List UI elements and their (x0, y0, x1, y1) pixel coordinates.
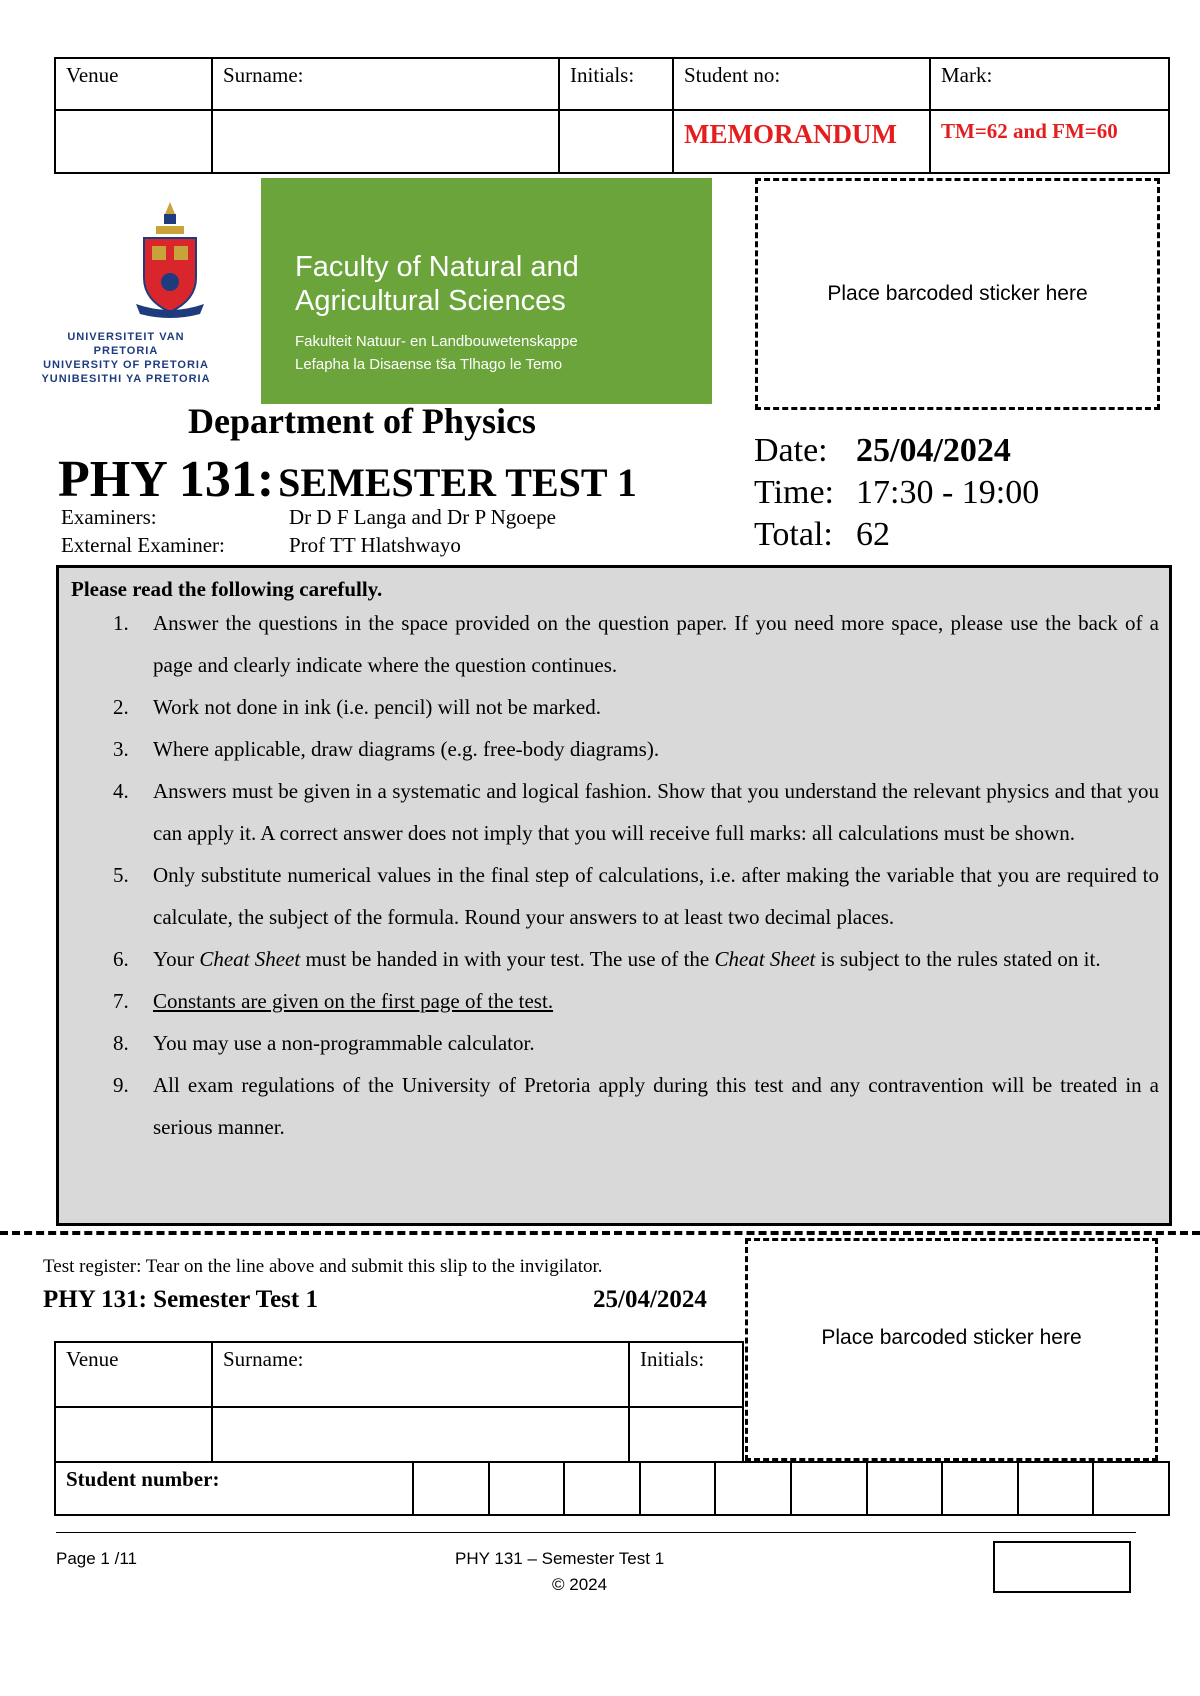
instruction-item: 5. Only substitute numerical values in the final step of calculations, i.e. after making the variable that you are required to calculate, the subject of the formula. Round your answers to at least two decimal places. (113, 863, 1159, 929)
student-no-header-cell (673, 58, 930, 110)
venue-input-cell[interactable] (55, 110, 212, 173)
examiners-label: Examiners: (61, 505, 157, 529)
date-value: 25/04/2024 (856, 432, 1011, 469)
barcode-sticker-label-bottom: Place barcoded sticker here (821, 1326, 1082, 1349)
external-examiner-label: External Examiner: (61, 533, 225, 557)
date-label: Date: (754, 432, 828, 469)
instructions-box (56, 565, 1172, 1226)
faculty-subtitle-line2: Lefapha la Disaense tša Tlhago le Temo (295, 356, 563, 373)
instruction-item: 8. You may use a non-programmable calculator. (113, 1031, 535, 1055)
instruction-item: 3. Where applicable, draw diagrams (e.g. free-body diagrams). (113, 737, 660, 761)
slip-venue-input[interactable] (55, 1407, 212, 1462)
examiners-value: Dr D F Langa and Dr P Ngoepe (289, 505, 556, 529)
university-name-english: UNIVERSITY OF PRETORIA (43, 359, 209, 371)
student-number-digit[interactable] (715, 1462, 791, 1515)
slip-note: Test register: Tear on the line above and submit this slip to the invigilator. (43, 1256, 603, 1277)
top-info-table (54, 57, 1170, 174)
test-heading (58, 450, 637, 509)
instruction-item: 7. Constants are given on the first page of the test. (113, 989, 554, 1013)
time-value: 17:30 - 19:00 (856, 474, 1040, 511)
department-title: Department of Physics (188, 401, 536, 441)
surname-label: Surname: (223, 63, 304, 87)
university-name-afrikaans: UNIVERSITEIT VAN PRETORIA (67, 331, 185, 357)
footer-page-number: Page 1 /11 (56, 1549, 137, 1568)
instruction-item: 6. Your Cheat Sheet must be handed in with your test. The use of the Cheat Sheet is subject to the rules stated on it. (113, 947, 1101, 971)
slip-initials-input[interactable] (629, 1407, 743, 1462)
footer-rule (56, 1532, 1136, 1533)
initials-label: Initials: (570, 63, 635, 87)
slip-date: 25/04/2024 (593, 1286, 707, 1313)
slip-title: PHY 131: Semester Test 1 (43, 1286, 318, 1313)
slip-venue-header: Venue (55, 1342, 212, 1407)
time-label: Time: (754, 474, 835, 511)
mark-value-cell (930, 110, 1169, 173)
student-number-digit[interactable] (640, 1462, 716, 1515)
student-number-digit[interactable] (1018, 1462, 1094, 1515)
memorandum-label: MEMORANDUM (684, 119, 897, 149)
barcode-sticker-label-top: Place barcoded sticker here (827, 282, 1088, 305)
instruction-item: 1. Answer the questions in the space provided on the question paper. If you need more space, please use the back of a page and clearly indicate where the question continues. (113, 611, 1159, 677)
student-number-digit[interactable] (942, 1462, 1018, 1515)
university-logo (41, 196, 240, 385)
tear-line (0, 1231, 1200, 1235)
student-number-digit[interactable] (867, 1462, 943, 1515)
venue-header-cell (55, 58, 212, 110)
student-number-digit[interactable] (564, 1462, 640, 1515)
faculty-subtitle-line1: Fakulteit Natuur- en Landbouwetenskappe (295, 333, 578, 350)
student-number-digit[interactable] (791, 1462, 867, 1515)
faculty-title-line2: Agricultural Sciences (295, 285, 566, 317)
mark-value: TM=62 and FM=60 (941, 119, 1118, 143)
footer-mark-box[interactable] (993, 1541, 1131, 1593)
initials-input-cell[interactable] (559, 110, 673, 173)
slip-surname-input[interactable] (212, 1407, 629, 1462)
barcode-sticker-area-top (755, 178, 1160, 410)
university-name-sepedi: YUNIBESITHI YA PRETORIA (41, 373, 211, 385)
slip-surname-header: Surname: (212, 1342, 629, 1407)
student-number-digit[interactable] (1093, 1462, 1169, 1515)
surname-input-cell[interactable] (212, 110, 559, 173)
footer-course: PHY 131 – Semester Test 1 (455, 1549, 665, 1568)
test-title: SEMESTER TEST 1 (278, 460, 637, 505)
examiners-block (61, 503, 556, 559)
external-examiner-value: Prof TT Hlatshwayo (289, 533, 461, 557)
student-number-label-cell: Student number: (55, 1462, 413, 1515)
slip-table (54, 1341, 744, 1463)
instruction-item: 9. All exam regulations of the University of Pretoria apply during this test and any contravention will be treated in a serious manner. (113, 1073, 1159, 1139)
student-no-value-cell (673, 110, 930, 173)
faculty-title-line1: Faculty of Natural and (295, 251, 579, 283)
instruction-item: 2. Work not done in ink (i.e. pencil) will not be marked. (113, 695, 601, 719)
student-number-digit[interactable] (413, 1462, 489, 1515)
student-no-label: Student no: (684, 63, 781, 87)
student-number-row (54, 1461, 1170, 1516)
instructions-list (71, 602, 1169, 1148)
surname-header-cell (212, 58, 559, 110)
barcode-sticker-area-bottom (745, 1238, 1158, 1461)
mark-header-cell (930, 58, 1169, 110)
instruction-item: 4. Answers must be given in a systematic and logical fashion. Show that you understand the relevant physics and that you can apply it. A correct answer does not imply that you will receive full marks: all calculations must be shown. (113, 779, 1159, 845)
total-value: 62 (856, 516, 890, 553)
test-details (754, 430, 1039, 556)
venue-label: Venue (66, 63, 119, 87)
instructions-heading: Please read the following carefully. (71, 577, 383, 601)
mark-label: Mark: (941, 63, 993, 87)
faculty-banner (261, 178, 712, 404)
footer-copyright: © 2024 (552, 1575, 608, 1594)
course-code: PHY 131: (58, 451, 275, 508)
initials-header-cell (559, 58, 673, 110)
slip-initials-header: Initials: (629, 1342, 743, 1407)
total-label: Total: (754, 516, 833, 553)
university-crest-icon (60, 196, 240, 321)
student-number-digit[interactable] (489, 1462, 565, 1515)
